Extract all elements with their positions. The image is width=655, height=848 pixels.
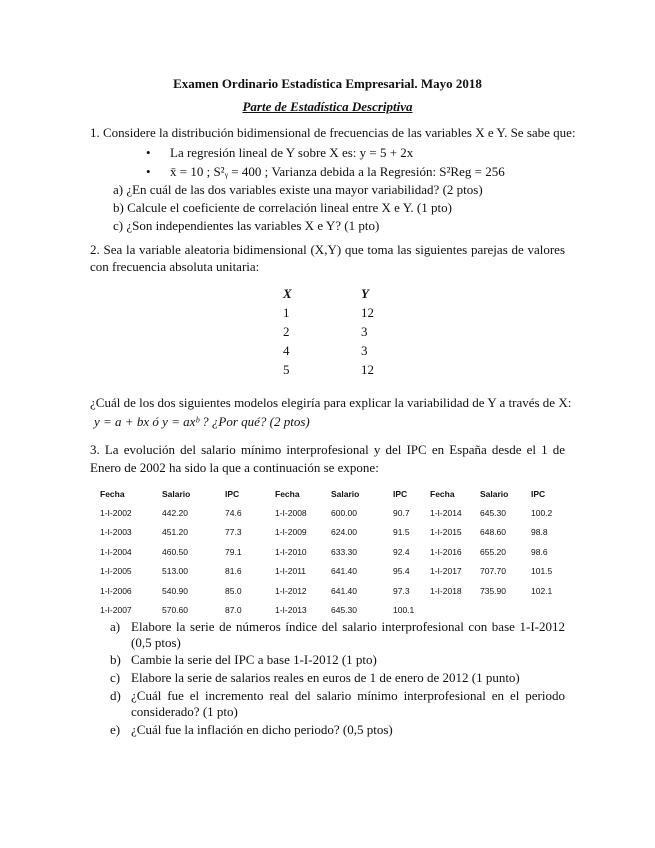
table-cell: 74.6 [225, 508, 242, 519]
table-cell: 90.7 [393, 508, 410, 519]
xy-table [283, 284, 419, 379]
table-cell: 1-I-2015 [430, 527, 462, 538]
table-cell: 707.70 [480, 566, 506, 577]
column-header: Fecha [430, 488, 455, 499]
cell: 12 [361, 361, 374, 377]
table-cell: 645.30 [331, 605, 357, 616]
q1-bullet-2 [146, 164, 505, 179]
cell: 4 [283, 342, 290, 358]
table-cell: 85.0 [225, 585, 242, 596]
column-header: IPC [393, 488, 408, 499]
table-cell: 81.6 [225, 566, 242, 577]
item-label: b) [110, 652, 121, 667]
header-y: Y [361, 285, 369, 301]
item-text: Cambie la serie del IPC a base 1-I-2012 (1 pto) [131, 652, 377, 667]
column-header: Salario [480, 488, 509, 499]
table-row [283, 360, 419, 379]
table-row [283, 303, 419, 322]
table-cell: 100.2 [531, 508, 553, 519]
table-row [100, 523, 561, 542]
q1-item-a: a) ¿En cuál de las dos variables existe una mayor variabilidad? (2 ptos) [113, 182, 483, 197]
q3-item [110, 722, 565, 738]
bullet-icon: • [146, 164, 151, 179]
table-cell: 641.40 [331, 585, 357, 596]
table-row [100, 503, 561, 522]
table-cell: 87.0 [225, 605, 242, 616]
table-cell: 102.1 [531, 585, 553, 596]
table-row [100, 542, 561, 561]
table-cell: 513.00 [162, 566, 188, 577]
table-row [100, 600, 561, 619]
item-text: ¿Cuál fue el incremento real del salario mínimo interprofesional en el periodo considerado? (1 pto) [131, 688, 565, 719]
table-cell: 655.20 [480, 546, 506, 557]
table-row [283, 322, 419, 341]
item-text: Elabore la serie de salarios reales en euros de 1 de enero de 2012 (1 punto) [131, 670, 520, 685]
cell: 1 [283, 304, 290, 320]
table-cell: 1-I-2005 [100, 566, 132, 577]
table-cell: 540.90 [162, 585, 188, 596]
item-label: a) [110, 619, 121, 634]
table-cell: 600.00 [331, 508, 357, 519]
header-x: X [283, 285, 292, 301]
table-cell: 645.30 [480, 508, 506, 519]
table-row [100, 562, 561, 581]
table-cell: 79.1 [225, 546, 242, 557]
table-cell: 1-I-2007 [100, 605, 132, 616]
table-cell: 1-I-2014 [430, 508, 462, 519]
salary-ipc-table [100, 484, 561, 620]
bullet-text: x̄ = 10 ; S²ᵧ = 400 ; Varianza debida a la Regresión: S²Reg = 256 [170, 164, 505, 179]
table-cell: 735.90 [480, 585, 506, 596]
section-subtitle: Parte de Estadística Descriptiva [242, 99, 413, 114]
table-cell: 77.3 [225, 527, 242, 538]
table-cell: 1-I-2017 [430, 566, 462, 577]
q2-question: ¿Cuál de los dos siguientes modelos elegiría para explicar la variabilidad de Y a través de X: [90, 395, 572, 410]
cell: 3 [361, 323, 368, 339]
item-text: ¿Cuál fue la inflación en dicho periodo? (0,5 ptos) [131, 722, 393, 737]
table-cell: 1-I-2012 [275, 585, 307, 596]
q1-item-b: b) Calcule el coeficiente de correlación lineal entre X e Y. (1 pto) [113, 200, 452, 215]
q3-item [110, 670, 565, 686]
table-header-row [100, 484, 561, 503]
table-cell: 91.5 [393, 527, 410, 538]
bullet-text: La regresión lineal de Y sobre X es: y = 5 + 2x [170, 145, 414, 160]
item-label: d) [110, 688, 121, 703]
table-cell: 641.40 [331, 566, 357, 577]
table-cell: 98.8 [531, 527, 548, 538]
table-cell: 570.60 [162, 605, 188, 616]
item-label: e) [110, 722, 121, 737]
q1-item-c: c) ¿Son independientes las variables X e Y? (1 pto) [113, 218, 380, 233]
table-cell: 451.20 [162, 527, 188, 538]
exam-title: Examen Ordinario Estadística Empresarial. Mayo 2018 [173, 76, 482, 91]
table-cell: 1-I-2016 [430, 546, 462, 557]
column-header: Salario [162, 488, 191, 499]
q3-item [110, 688, 565, 720]
table-cell: 1-I-2006 [100, 585, 132, 596]
table-cell: 1-I-2018 [430, 585, 462, 596]
item-text: Elabore la serie de números índice del salario interprofesional con base 1-I-2012 (0,5 ptos) [131, 619, 565, 650]
table-row [283, 341, 419, 360]
cell: 3 [361, 342, 368, 358]
table-cell: 633.30 [331, 546, 357, 557]
table-cell: 1-I-2004 [100, 546, 132, 557]
table-cell: 95.4 [393, 566, 410, 577]
table-cell: 442.20 [162, 508, 188, 519]
table-cell: 1-I-2002 [100, 508, 132, 519]
q2-intro: 2. Sea la variable aleatoria bidimensional (X,Y) que toma las siguientes parejas de valores con frecuencia absoluta unitaria: [90, 242, 565, 274]
q3-item [110, 652, 565, 668]
q3-intro: 3. La evolución del salario mínimo interprofesional y del IPC en España desde el 1 de Enero de 2002 ha sido la que a continuación se expone: [90, 442, 565, 475]
q1-bullet-1 [146, 145, 414, 160]
q1-intro: 1. Considere la distribución bidimensional de frecuencias de las variables X e Y. Se sabe que: [90, 125, 576, 140]
cell: 2 [283, 323, 290, 339]
column-header: Fecha [275, 488, 300, 499]
table-cell: 92.4 [393, 546, 410, 557]
column-header: IPC [531, 488, 546, 499]
table-cell: 97.3 [393, 585, 410, 596]
q2-models: y = a + bx ó y = axᵇ ? ¿Por qué? (2 ptos) [94, 414, 310, 429]
table-cell [430, 600, 480, 619]
table-row [100, 581, 561, 600]
table-cell: 1-I-2010 [275, 546, 307, 557]
cell: 5 [283, 361, 290, 377]
cell: 12 [361, 304, 374, 320]
column-header: Salario [331, 488, 360, 499]
table-cell: 624.00 [331, 527, 357, 538]
table-cell: 1-I-2008 [275, 508, 307, 519]
table-cell [531, 600, 561, 619]
table-cell: 98.6 [531, 546, 548, 557]
table-cell: 1-I-2011 [275, 566, 307, 577]
table-cell: 1-I-2009 [275, 527, 307, 538]
table-cell: 100.1 [393, 605, 415, 616]
table-cell: 101.5 [531, 566, 553, 577]
item-label: c) [110, 670, 121, 685]
table-cell: 460.50 [162, 546, 188, 557]
column-header: IPC [225, 488, 240, 499]
table-cell [480, 600, 531, 619]
column-header: Fecha [100, 488, 125, 499]
table-cell: 1-I-2013 [275, 605, 307, 616]
table-cell: 1-I-2003 [100, 527, 132, 538]
bullet-icon: • [146, 145, 151, 160]
table-cell: 648.60 [480, 527, 506, 538]
q3-item [110, 619, 565, 651]
